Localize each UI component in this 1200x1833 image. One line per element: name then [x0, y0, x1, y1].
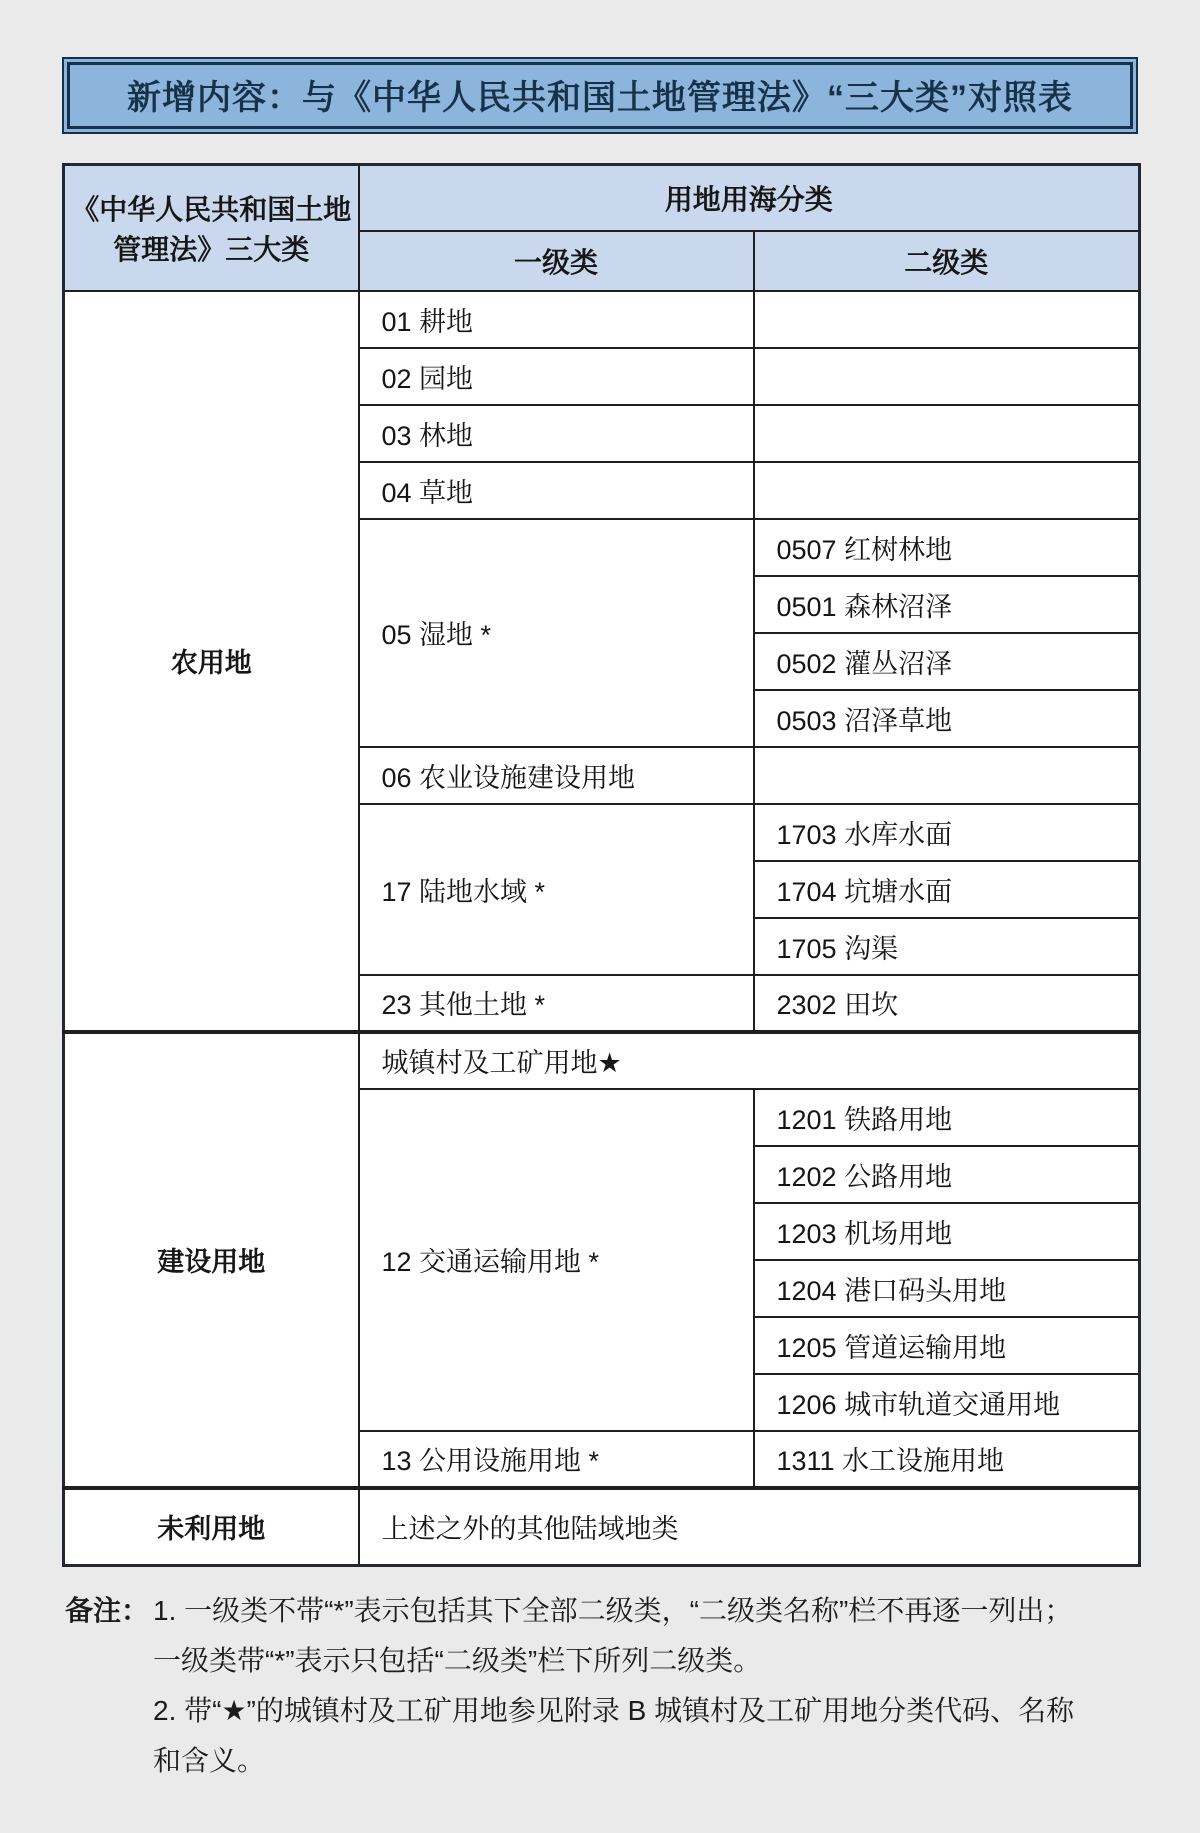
secondary-cell: 0503 沼泽草地: [754, 690, 1140, 747]
primary-cell: 05 湿地 *: [359, 519, 754, 747]
primary-cell: 12 交通运输用地 *: [359, 1089, 754, 1431]
secondary-cell: 1201 铁路用地: [754, 1089, 1140, 1146]
secondary-cell: 1311 水工设施用地: [754, 1431, 1140, 1488]
secondary-cell-empty: [754, 405, 1140, 462]
secondary-cell: 2302 田坎: [754, 975, 1140, 1032]
notes-label: 备注：: [65, 1595, 150, 1626]
section-label-construction-land: 建设用地: [64, 1032, 359, 1488]
header-cell-three-categories: 《中华人民共和国土地管理法》三大类: [64, 165, 359, 291]
section-label-unused-land: 未利用地: [64, 1488, 359, 1566]
primary-cell: 06 农业设施建设用地: [359, 747, 754, 804]
land-classification-comparison-table: [62, 163, 1141, 1567]
header-cell-level1: 一级类: [359, 231, 754, 291]
secondary-cell: 0501 森林沼泽: [754, 576, 1140, 633]
secondary-cell: 1704 坑塘水面: [754, 861, 1140, 918]
notes-line: 一级类带“*”表示只包括“二级类”栏下所列二级类。: [153, 1645, 762, 1676]
section-label-agricultural-land: 农用地: [64, 291, 359, 1032]
header-row-1: [64, 165, 1140, 231]
secondary-cell: 1705 沟渠: [754, 918, 1140, 975]
secondary-cell: 1204 港口码头用地: [754, 1260, 1140, 1317]
primary-cell-full-width: 城镇村及工矿用地★: [359, 1032, 1140, 1089]
primary-cell: 03 林地: [359, 405, 754, 462]
notes-line: 2. 带“★”的城镇村及工矿用地参见附录 B 城镇村及工矿用地分类代码、名称: [153, 1695, 1075, 1726]
primary-cell-full-width: 上述之外的其他陆域地类: [359, 1488, 1140, 1566]
header-cell-level2: 二级类: [754, 231, 1140, 291]
table-header: [64, 165, 1140, 291]
secondary-cell: 0507 红树林地: [754, 519, 1140, 576]
table-row: [64, 291, 1140, 348]
secondary-cell-empty: [754, 747, 1140, 804]
page-title: 新增内容：与《中华人民共和国土地管理法》“三大类”对照表: [67, 62, 1133, 129]
primary-cell: 01 耕地: [359, 291, 754, 348]
secondary-cell-empty: [754, 462, 1140, 519]
notes-text: 1. 一级类不带“*”表示包括其下全部二级类，“二级类名称”栏不再逐一列出；: [153, 1595, 1073, 1626]
secondary-cell-empty: [754, 348, 1140, 405]
secondary-cell: 1703 水库水面: [754, 804, 1140, 861]
secondary-cell: 1205 管道运输用地: [754, 1317, 1140, 1374]
primary-cell: 02 园地: [359, 348, 754, 405]
secondary-cell: 1202 公路用地: [754, 1146, 1140, 1203]
table-row: [64, 1032, 1140, 1089]
header-cell-land-sea-classification: 用地用海分类: [359, 165, 1140, 231]
notes-line: 和含义。: [153, 1745, 266, 1776]
secondary-cell-empty: [754, 291, 1140, 348]
secondary-cell: 0502 灌丛沼泽: [754, 633, 1140, 690]
secondary-cell: 1203 机场用地: [754, 1203, 1140, 1260]
primary-cell: 17 陆地水域 *: [359, 804, 754, 975]
notes: [65, 1586, 1145, 1786]
title-banner: [62, 57, 1138, 134]
primary-cell: 04 草地: [359, 462, 754, 519]
notes-line: [65, 1586, 1145, 1636]
primary-cell: 13 公用设施用地 *: [359, 1431, 754, 1488]
primary-cell: 23 其他土地 *: [359, 975, 754, 1032]
table-row: [64, 1488, 1140, 1566]
secondary-cell: 1206 城市轨道交通用地: [754, 1374, 1140, 1431]
table-body: [64, 291, 1140, 1566]
